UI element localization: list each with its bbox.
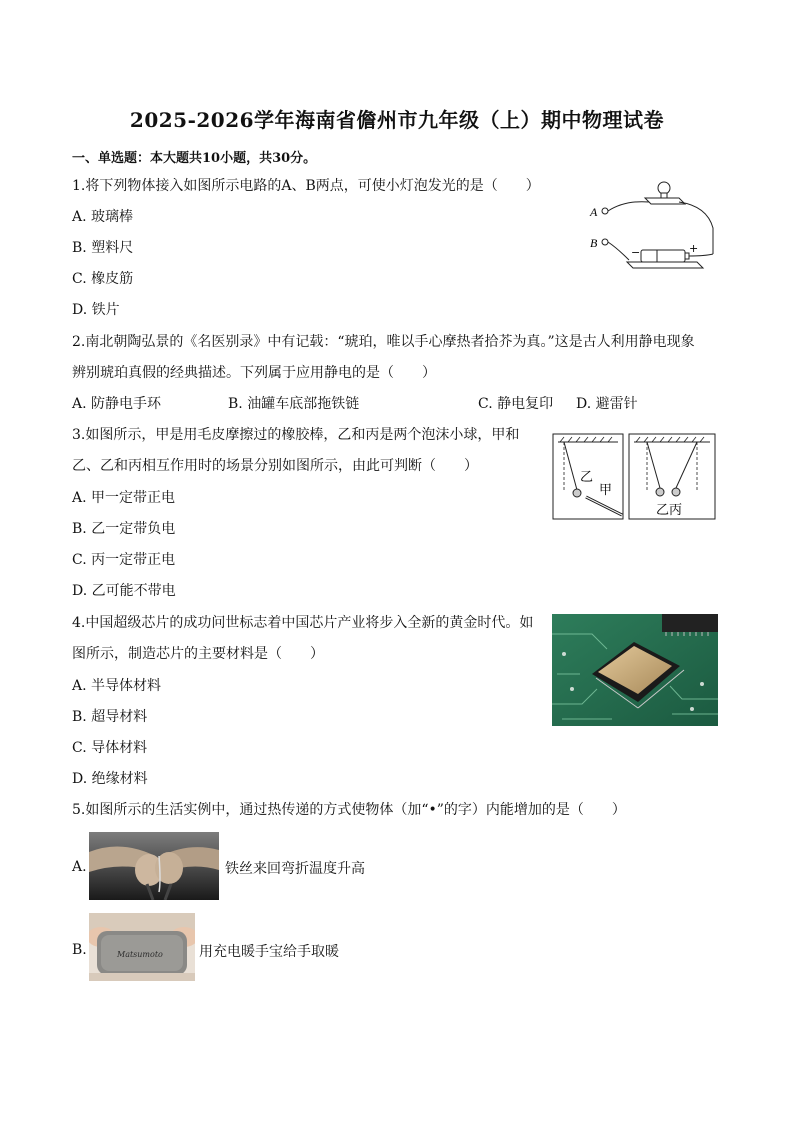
q2-option-c: C. 静电复印 — [478, 396, 554, 412]
q1-option-b: B. 塑料尺 — [72, 240, 134, 256]
q5-option-a-letter: A. — [72, 859, 87, 875]
q4-option-c: C. 导体材料 — [72, 740, 148, 756]
q4-option-a: A. 半导体材料 — [72, 678, 162, 694]
circuit-diagram — [585, 178, 725, 276]
hand-warmer-photo — [89, 913, 195, 981]
battery-icon — [641, 250, 685, 262]
page-title: 2025-2026学年海南省儋州市九年级（上）期中物理试卷 — [129, 108, 665, 132]
q5-option-a-text: 铁丝来回弯折温度升高 — [225, 861, 365, 877]
q2-stem-line1: 2.南北朝陶弘景的《名医别录》中有记载：“琥珀，唯以手心摩热者拾芥为真。”这是古人利用静电现象 — [72, 334, 695, 350]
q4-option-d: D. 绝缘材料 — [72, 771, 148, 787]
chip-photo — [552, 614, 718, 726]
label-yi: 乙 — [580, 470, 594, 485]
q2-option-b: B. 油罐车底部拖铁链 — [228, 396, 360, 412]
q3-stem-line2: 乙、乙和丙相互作用时的场景分别如图所示，由此可判断（ ） — [72, 458, 478, 474]
q2-option-d: D. 避雷针 — [576, 396, 638, 412]
q5-option-b-letter: B. — [72, 942, 87, 958]
q3-option-b: B. 乙一定带负电 — [72, 521, 176, 537]
bulb-icon — [658, 182, 670, 194]
q4-option-b: B. 超导材料 — [72, 709, 148, 725]
label-yibing: 乙丙 — [656, 503, 683, 518]
q1-option-c: C. 橡皮筋 — [72, 271, 134, 287]
q2-stem-line2: 辨别琥珀真假的经典描述。下列属于应用静电的是（ ） — [72, 365, 436, 381]
q2-option-a: A. 防静电手环 — [72, 396, 162, 412]
wire-bending-photo — [89, 832, 219, 900]
q5-stem: 5.如图所示的生活实例中，通过热传递的方式使物体（加“•”的字）内能增加的是（ ） — [72, 802, 626, 818]
q5-option-b-text: 用充电暖手宝给手取暖 — [199, 944, 339, 960]
q3-option-c: C. 丙一定带正电 — [72, 552, 176, 568]
pendulum-diagram — [552, 433, 716, 521]
label-a: A — [590, 205, 598, 219]
q4-stem-line1: 4.中国超级芯片的成功问世标志着中国芯片产业将步入全新的黄金时代。如 — [72, 615, 534, 631]
battery-minus: − — [631, 246, 641, 259]
battery-plus: + — [689, 242, 699, 255]
q1-option-a: A. 玻璃棒 — [72, 209, 134, 225]
warmer-brand: Matsumoto — [117, 950, 163, 959]
q3-option-a: A. 甲一定带正电 — [72, 490, 176, 506]
q3-stem-line1: 3.如图所示，甲是用毛皮摩擦过的橡胶棒，乙和丙是两个泡沫小球，甲和 — [72, 427, 520, 443]
q4-stem-line2: 图所示，制造芯片的主要材料是（ ） — [72, 646, 324, 662]
q1-stem: 1.将下列物体接入如图所示电路的A、B两点，可使小灯泡发光的是（ ） — [72, 178, 540, 194]
q3-option-d: D. 乙可能不带电 — [72, 583, 176, 599]
label-jia: 甲 — [599, 483, 613, 498]
q1-option-d: D. 铁片 — [72, 302, 120, 318]
section-heading: 一、单选题：本大题共10小题，共30分。 — [72, 151, 317, 166]
label-b: B — [590, 236, 598, 250]
